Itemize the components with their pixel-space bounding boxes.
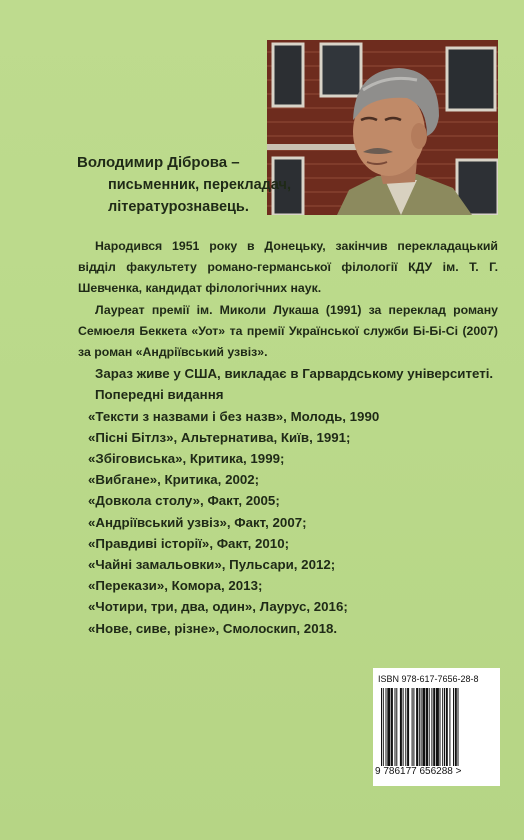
- barcode-bar: [421, 688, 422, 766]
- barcode-bar: [431, 688, 432, 766]
- publication-item: «Збіговиська», Критика, 1999;: [88, 451, 285, 467]
- isbn-barcode-block: [373, 668, 500, 786]
- barcode-digits: 9 786177 656288 >: [375, 766, 462, 777]
- barcode-bar: [426, 688, 428, 766]
- barcode-bar: [405, 688, 406, 766]
- publications-heading: Попередні видання: [95, 387, 224, 403]
- author-name: Володимир Діброва –: [77, 154, 240, 171]
- barcode-bar: [440, 688, 441, 766]
- publication-item: «Чотири, три, два, один», Лаурус, 2016;: [88, 599, 348, 615]
- author-role-line2: літературознавець.: [108, 199, 249, 215]
- barcode-bar: [419, 688, 420, 766]
- publication-item: «Правдиві історії», Факт, 2010;: [88, 535, 290, 551]
- barcode-bar: [455, 688, 457, 766]
- barcode-bar: [386, 688, 387, 766]
- barcode-bar: [412, 688, 413, 766]
- publication-item: «Тексти з назвами і без назв», Молодь, 1990: [88, 408, 380, 424]
- barcode-bar: [383, 688, 384, 766]
- barcode-bar: [458, 688, 459, 766]
- publication-item: «Андріївський узвіз», Факт, 2007;: [88, 514, 307, 530]
- publication-item: «Довкола столу», Факт, 2005;: [88, 493, 280, 509]
- bio-paragraph-1: Народився 1951 року в Донецьку, закінчив перекладацький відділ факультету романо-германської філології КДУ ім. Т. Г. Шевченка, кандидат філологічних наук.: [78, 239, 498, 296]
- barcode-bar: [413, 688, 414, 766]
- barcode-bar: [449, 688, 450, 766]
- barcode-bar: [444, 688, 445, 766]
- barcode-bar: [436, 688, 439, 766]
- barcode-bar: [429, 688, 430, 766]
- barcode-bar: [446, 688, 448, 766]
- barcode-bar: [391, 688, 393, 766]
- barcode-bar: [422, 688, 425, 766]
- barcode-bar: [395, 688, 396, 766]
- publication-item: «Чайні замальовки», Пульсари, 2012;: [88, 557, 336, 573]
- barcode-bar: [400, 688, 402, 766]
- biography: [78, 236, 498, 639]
- barcode-bar: [407, 688, 409, 766]
- publication-item: «Перекази», Комора, 2013;: [88, 578, 263, 594]
- bio-paragraph-2: Лауреат премії ім. Миколи Лукаша (1991) за переклад роману Семюеля Беккета «Уот» та премії Української служби Бі-Бі-Сі (2007) за роман «Андріївський узвіз».: [78, 302, 498, 360]
- barcode-bar: [381, 688, 382, 766]
- barcode-bar: [453, 688, 454, 766]
- author-role-line1: письменник, перекладач,: [108, 177, 291, 193]
- barcode-bar: [442, 688, 443, 766]
- isbn-label: ISBN 978-617-7656-28-8: [378, 674, 479, 684]
- barcode-icon: [379, 688, 495, 766]
- barcode-bar: [396, 688, 397, 766]
- author-photo: [267, 40, 498, 215]
- author-block: [77, 152, 291, 218]
- barcode-bar: [416, 688, 418, 766]
- publication-item: «Нове, сиве, різне», Смолоскип, 2018.: [88, 620, 338, 636]
- publications-list: [78, 406, 498, 639]
- publication-item: «Пісні Бітлз», Альтернатива, Київ, 1991;: [88, 429, 351, 445]
- barcode-bar: [403, 688, 404, 766]
- barcode-bar: [387, 688, 390, 766]
- bio-paragraph-3: Зараз живе у США, викладає в Гарвардському університеті.: [95, 366, 494, 382]
- barcode-bar: [433, 688, 435, 766]
- publication-item: «Вибгане», Критика, 2002;: [88, 472, 260, 488]
